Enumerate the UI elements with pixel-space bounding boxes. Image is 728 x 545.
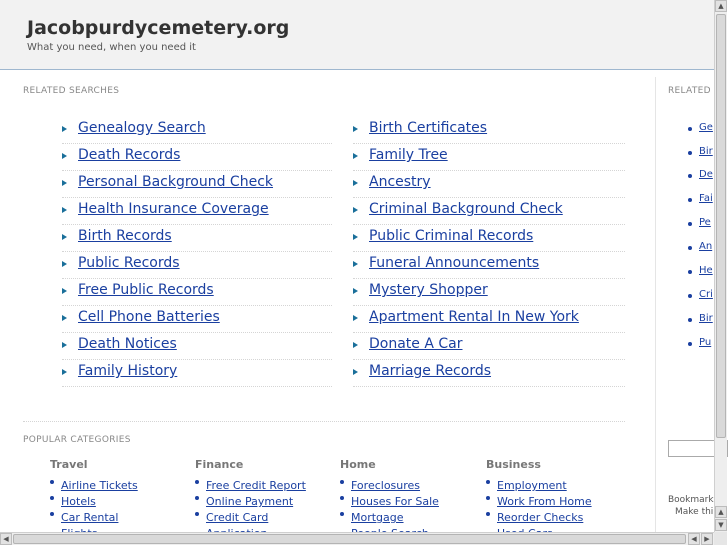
related-search-item[interactable] (353, 225, 625, 252)
arrow-bullet-icon (62, 315, 67, 321)
arrow-bullet-icon (62, 342, 67, 348)
category-link[interactable]: Airline Tickets (61, 479, 138, 492)
related-search-link[interactable]: Family Tree (369, 147, 448, 163)
related-search-item[interactable] (353, 198, 625, 225)
category-link[interactable]: Mortgage (351, 511, 404, 524)
category-item[interactable] (340, 490, 480, 506)
related-search-link[interactable]: Birth Records (78, 228, 172, 244)
category-link[interactable]: Foreclosures (351, 479, 421, 492)
scroll-up-icon[interactable]: ▲ (715, 506, 727, 518)
right-panel-link[interactable]: An (699, 241, 713, 252)
category-item[interactable] (340, 474, 480, 490)
bullet-icon (688, 151, 692, 155)
arrow-bullet-icon (353, 126, 358, 132)
category-heading: Finance (195, 458, 244, 471)
right-panel-link[interactable]: Pu (699, 337, 712, 348)
category-column-home (340, 458, 480, 538)
arrow-bullet-icon (62, 180, 67, 186)
related-search-link[interactable]: Public Records (78, 255, 180, 271)
related-searches-label: RELATED SEARCHES (23, 86, 120, 96)
category-heading: Travel (50, 458, 88, 471)
site-tagline: What you need, when you need it (27, 42, 196, 53)
right-panel-link[interactable]: Bir (699, 313, 713, 324)
arrow-bullet-icon (62, 261, 67, 267)
arrow-bullet-icon (353, 288, 358, 294)
scrollbar-corner (714, 532, 727, 545)
category-item[interactable] (486, 506, 626, 522)
right-panel-link[interactable]: Fai (699, 193, 713, 204)
make-homepage-text[interactable]: Make thi (675, 507, 714, 517)
related-search-item[interactable] (353, 144, 625, 171)
bookmark-text[interactable]: Bookmark (668, 495, 714, 505)
related-search-link[interactable]: Funeral Announcements (369, 255, 540, 271)
related-search-item[interactable] (353, 252, 625, 279)
related-search-item[interactable] (62, 144, 332, 171)
right-panel-link[interactable]: Bir (699, 146, 713, 157)
related-search-item[interactable] (353, 306, 625, 333)
category-item[interactable] (50, 506, 190, 522)
related-search-item[interactable] (353, 333, 625, 360)
arrow-bullet-icon (62, 234, 67, 240)
bullet-icon (340, 480, 344, 484)
bullet-icon (486, 496, 490, 500)
site-title: Jacobpurdycemetery.org (27, 17, 290, 39)
related-search-link[interactable]: Death Records (78, 147, 181, 163)
scroll-left-icon[interactable]: ◀ (0, 533, 12, 545)
category-column-business (486, 458, 626, 538)
category-item[interactable] (50, 490, 190, 506)
arrow-bullet-icon (62, 153, 67, 159)
related-search-item[interactable] (62, 333, 332, 360)
bullet-icon (688, 198, 692, 202)
related-search-link[interactable]: Criminal Background Check (369, 201, 563, 217)
bullet-icon (340, 512, 344, 516)
related-search-item[interactable] (353, 171, 625, 198)
right-panel-link[interactable]: De (699, 169, 713, 180)
related-search-item[interactable] (353, 117, 625, 144)
related-search-item[interactable] (62, 279, 332, 306)
related-search-link[interactable]: Donate A Car (369, 336, 463, 352)
arrow-bullet-icon (353, 342, 358, 348)
right-panel-link[interactable]: Pe (699, 217, 711, 228)
category-link[interactable]: Credit Card (206, 511, 269, 524)
related-search-link[interactable]: Family History (78, 363, 178, 379)
arrow-bullet-icon (353, 234, 358, 240)
bullet-icon (50, 496, 54, 500)
bullet-icon (486, 480, 490, 484)
bullet-icon (688, 246, 692, 250)
related-search-link[interactable]: Health Insurance Coverage (78, 201, 269, 217)
category-link[interactable]: Houses For Sale (351, 495, 439, 508)
related-search-item[interactable] (62, 252, 332, 279)
related-search-item[interactable] (353, 279, 625, 306)
related-search-item[interactable] (62, 306, 332, 333)
scroll-up-icon[interactable]: ▲ (715, 0, 727, 12)
right-panel-link[interactable]: Ge (699, 122, 713, 133)
arrow-bullet-icon (62, 369, 67, 375)
vertical-scrollbar[interactable] (714, 0, 727, 532)
bullet-icon (195, 480, 199, 484)
related-search-link[interactable]: Marriage Records (369, 363, 492, 379)
scroll-down-icon[interactable]: ▼ (715, 519, 727, 531)
related-search-link[interactable]: Mystery Shopper (369, 282, 488, 298)
site-header (0, 0, 714, 70)
vertical-scroll-thumb[interactable] (716, 14, 726, 438)
horizontal-scrollbar[interactable] (0, 532, 714, 545)
bullet-icon (486, 512, 490, 516)
section-divider (23, 421, 625, 422)
related-search-link[interactable]: Death Notices (78, 336, 177, 352)
right-panel-link[interactable]: Cri (699, 289, 713, 300)
category-item[interactable] (195, 490, 335, 506)
arrow-bullet-icon (353, 153, 358, 159)
arrow-bullet-icon (353, 369, 358, 375)
bullet-icon (688, 222, 692, 226)
popular-categories (50, 458, 630, 532)
category-column-travel (50, 458, 190, 538)
right-panel (655, 77, 714, 532)
bullet-icon (688, 127, 692, 131)
related-search-link[interactable]: Genealogy Search (78, 120, 206, 136)
category-link[interactable]: Online Payment (206, 495, 294, 508)
category-item[interactable] (340, 506, 480, 522)
bullet-icon (688, 174, 692, 178)
scroll-right-icon[interactable]: ▶ (701, 533, 713, 545)
category-item[interactable] (50, 474, 190, 490)
category-link[interactable]: Hotels (61, 495, 96, 508)
arrow-bullet-icon (353, 180, 358, 186)
category-heading: Business (486, 458, 541, 471)
main-content (5, 77, 627, 532)
scroll-left-icon[interactable]: ◀ (688, 533, 700, 545)
related-search-link[interactable]: Cell Phone Batteries (78, 309, 220, 325)
related-search-link[interactable]: Apartment Rental In New York (369, 309, 579, 325)
bullet-icon (195, 512, 199, 516)
related-search-item[interactable] (62, 198, 332, 225)
related-search-item[interactable] (353, 360, 625, 387)
related-search-item[interactable] (62, 360, 332, 387)
bullet-icon (688, 342, 692, 346)
bullet-icon (688, 294, 692, 298)
related-search-item[interactable] (62, 117, 332, 144)
arrow-bullet-icon (353, 207, 358, 213)
related-search-link[interactable]: Ancestry (369, 174, 431, 190)
related-search-link[interactable]: Free Public Records (78, 282, 214, 298)
category-link[interactable]: Employment (497, 479, 567, 492)
category-item[interactable] (195, 474, 335, 490)
arrow-bullet-icon (353, 261, 358, 267)
right-panel-link[interactable]: He (699, 265, 713, 276)
bullet-icon (688, 270, 692, 274)
related-search-link[interactable]: Birth Certificates (369, 120, 488, 136)
category-item[interactable] (195, 506, 335, 522)
bullet-icon (50, 512, 54, 516)
category-link[interactable]: Reorder Checks (497, 511, 584, 524)
popular-categories-label: POPULAR CATEGORIES (23, 435, 131, 445)
category-link[interactable]: Free Credit Report (206, 479, 306, 492)
category-item[interactable] (486, 474, 626, 490)
bullet-icon (195, 496, 199, 500)
related-search-item[interactable] (62, 225, 332, 252)
category-column-finance (195, 458, 335, 538)
category-link[interactable]: Work From Home (497, 495, 592, 508)
bullet-icon (50, 480, 54, 484)
related-search-link[interactable]: Public Criminal Records (369, 228, 534, 244)
arrow-bullet-icon (353, 315, 358, 321)
right-panel-label: RELATED (668, 86, 711, 96)
bullet-icon (688, 318, 692, 322)
horizontal-scroll-thumb[interactable] (13, 534, 686, 544)
arrow-bullet-icon (62, 126, 67, 132)
related-search-link[interactable]: Personal Background Check (78, 174, 274, 190)
bullet-icon (340, 496, 344, 500)
arrow-bullet-icon (62, 207, 67, 213)
related-search-item[interactable] (62, 171, 332, 198)
category-heading: Home (340, 458, 376, 471)
category-link[interactable]: Car Rental (61, 511, 119, 524)
category-item[interactable] (486, 490, 626, 506)
arrow-bullet-icon (62, 288, 67, 294)
